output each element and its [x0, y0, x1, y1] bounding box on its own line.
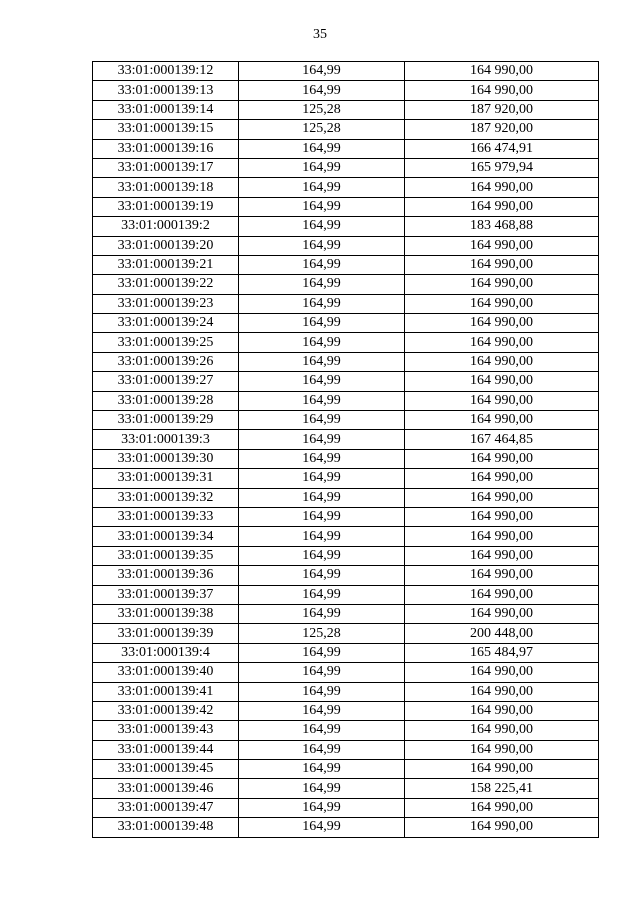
- area-cell: 164,99: [239, 469, 405, 488]
- value-cell: 183 468,88: [405, 217, 599, 236]
- value-cell: 164 990,00: [405, 798, 599, 817]
- value-cell: 167 464,85: [405, 430, 599, 449]
- table-row: [93, 818, 599, 837]
- area-cell: 164,99: [239, 178, 405, 197]
- area-cell: 164,99: [239, 585, 405, 604]
- value-cell: 164 990,00: [405, 197, 599, 216]
- area-cell: 164,99: [239, 62, 405, 81]
- area-cell: 164,99: [239, 488, 405, 507]
- table-row: [93, 314, 599, 333]
- table-row: [93, 62, 599, 81]
- cadastral-number-cell: 33:01:000139:32: [93, 488, 239, 507]
- area-cell: 125,28: [239, 624, 405, 643]
- value-cell: 164 990,00: [405, 663, 599, 682]
- table-row: [93, 760, 599, 779]
- value-cell: 187 920,00: [405, 100, 599, 119]
- value-cell: 164 990,00: [405, 740, 599, 759]
- cadastral-number-cell: 33:01:000139:46: [93, 779, 239, 798]
- cadastral-number-cell: 33:01:000139:4: [93, 643, 239, 662]
- area-cell: 125,28: [239, 100, 405, 119]
- table-row: [93, 120, 599, 139]
- area-cell: 164,99: [239, 391, 405, 410]
- value-cell: 164 990,00: [405, 314, 599, 333]
- cadastral-number-cell: 33:01:000139:45: [93, 760, 239, 779]
- table-row: [93, 352, 599, 371]
- value-cell: 164 990,00: [405, 701, 599, 720]
- value-cell: 164 990,00: [405, 469, 599, 488]
- area-cell: 164,99: [239, 139, 405, 158]
- cadastral-number-cell: 33:01:000139:42: [93, 701, 239, 720]
- cadastral-number-cell: 33:01:000139:36: [93, 566, 239, 585]
- value-cell: 164 990,00: [405, 546, 599, 565]
- area-cell: 164,99: [239, 740, 405, 759]
- area-cell: 164,99: [239, 294, 405, 313]
- table-row: [93, 100, 599, 119]
- table-row: [93, 566, 599, 585]
- table-row: [93, 449, 599, 468]
- cadastral-number-cell: 33:01:000139:48: [93, 818, 239, 837]
- area-cell: 164,99: [239, 779, 405, 798]
- cadastral-number-cell: 33:01:000139:23: [93, 294, 239, 313]
- table-row: [93, 663, 599, 682]
- cadastral-number-cell: 33:01:000139:38: [93, 604, 239, 623]
- cadastral-number-cell: 33:01:000139:26: [93, 352, 239, 371]
- value-cell: 164 990,00: [405, 81, 599, 100]
- value-cell: 164 990,00: [405, 507, 599, 526]
- cadastral-table: [92, 61, 599, 838]
- table-row: [93, 488, 599, 507]
- value-cell: 164 990,00: [405, 352, 599, 371]
- cadastral-number-cell: 33:01:000139:24: [93, 314, 239, 333]
- table-row: [93, 391, 599, 410]
- cadastral-number-cell: 33:01:000139:47: [93, 798, 239, 817]
- table-row: [93, 604, 599, 623]
- value-cell: 164 990,00: [405, 449, 599, 468]
- table-row: [93, 585, 599, 604]
- table-row: [93, 682, 599, 701]
- cadastral-number-cell: 33:01:000139:37: [93, 585, 239, 604]
- value-cell: 164 990,00: [405, 585, 599, 604]
- table-row: [93, 779, 599, 798]
- table-row: [93, 372, 599, 391]
- cadastral-number-cell: 33:01:000139:2: [93, 217, 239, 236]
- table-row: [93, 546, 599, 565]
- value-cell: 164 990,00: [405, 372, 599, 391]
- cadastral-number-cell: 33:01:000139:13: [93, 81, 239, 100]
- cadastral-number-cell: 33:01:000139:19: [93, 197, 239, 216]
- cadastral-number-cell: 33:01:000139:30: [93, 449, 239, 468]
- table-row: [93, 507, 599, 526]
- value-cell: 164 990,00: [405, 411, 599, 430]
- value-cell: 166 474,91: [405, 139, 599, 158]
- cadastral-number-cell: 33:01:000139:44: [93, 740, 239, 759]
- table-row: [93, 178, 599, 197]
- table-row: [93, 217, 599, 236]
- value-cell: 187 920,00: [405, 120, 599, 139]
- cadastral-number-cell: 33:01:000139:25: [93, 333, 239, 352]
- area-cell: 164,99: [239, 217, 405, 236]
- cadastral-number-cell: 33:01:000139:28: [93, 391, 239, 410]
- area-cell: 164,99: [239, 546, 405, 565]
- cadastral-number-cell: 33:01:000139:31: [93, 469, 239, 488]
- table-row: [93, 197, 599, 216]
- table-row: [93, 701, 599, 720]
- table-row: [93, 721, 599, 740]
- table-row: [93, 275, 599, 294]
- value-cell: 165 979,94: [405, 158, 599, 177]
- table-row: [93, 411, 599, 430]
- cadastral-number-cell: 33:01:000139:14: [93, 100, 239, 119]
- value-cell: 164 990,00: [405, 566, 599, 585]
- area-cell: 164,99: [239, 314, 405, 333]
- table-row: [93, 236, 599, 255]
- area-cell: 164,99: [239, 81, 405, 100]
- table-row: [93, 158, 599, 177]
- value-cell: 164 990,00: [405, 236, 599, 255]
- cadastral-number-cell: 33:01:000139:18: [93, 178, 239, 197]
- cadastral-number-cell: 33:01:000139:27: [93, 372, 239, 391]
- area-cell: 164,99: [239, 721, 405, 740]
- area-cell: 164,99: [239, 527, 405, 546]
- cadastral-number-cell: 33:01:000139:3: [93, 430, 239, 449]
- value-cell: 164 990,00: [405, 294, 599, 313]
- value-cell: 164 990,00: [405, 604, 599, 623]
- cadastral-number-cell: 33:01:000139:17: [93, 158, 239, 177]
- cadastral-number-cell: 33:01:000139:43: [93, 721, 239, 740]
- table-body: [93, 62, 599, 838]
- cadastral-number-cell: 33:01:000139:22: [93, 275, 239, 294]
- area-cell: 164,99: [239, 411, 405, 430]
- table-row: [93, 469, 599, 488]
- area-cell: 164,99: [239, 158, 405, 177]
- cadastral-number-cell: 33:01:000139:34: [93, 527, 239, 546]
- value-cell: 164 990,00: [405, 721, 599, 740]
- cadastral-number-cell: 33:01:000139:33: [93, 507, 239, 526]
- cadastral-number-cell: 33:01:000139:12: [93, 62, 239, 81]
- table-row: [93, 333, 599, 352]
- table-row: [93, 81, 599, 100]
- cadastral-number-cell: 33:01:000139:16: [93, 139, 239, 158]
- area-cell: 164,99: [239, 275, 405, 294]
- area-cell: 164,99: [239, 818, 405, 837]
- area-cell: 164,99: [239, 798, 405, 817]
- area-cell: 164,99: [239, 701, 405, 720]
- cadastral-number-cell: 33:01:000139:21: [93, 255, 239, 274]
- table-row: [93, 527, 599, 546]
- table-row: [93, 294, 599, 313]
- area-cell: 164,99: [239, 566, 405, 585]
- area-cell: 125,28: [239, 120, 405, 139]
- page-number: 35: [313, 27, 327, 42]
- area-cell: 164,99: [239, 507, 405, 526]
- value-cell: 200 448,00: [405, 624, 599, 643]
- value-cell: 164 990,00: [405, 391, 599, 410]
- table-row: [93, 740, 599, 759]
- table-row: [93, 798, 599, 817]
- value-cell: 164 990,00: [405, 682, 599, 701]
- value-cell: 164 990,00: [405, 178, 599, 197]
- cadastral-number-cell: 33:01:000139:15: [93, 120, 239, 139]
- value-cell: 164 990,00: [405, 488, 599, 507]
- cadastral-number-cell: 33:01:000139:40: [93, 663, 239, 682]
- value-cell: 158 225,41: [405, 779, 599, 798]
- table-row: [93, 643, 599, 662]
- area-cell: 164,99: [239, 760, 405, 779]
- value-cell: 164 990,00: [405, 62, 599, 81]
- area-cell: 164,99: [239, 663, 405, 682]
- cadastral-number-cell: 33:01:000139:35: [93, 546, 239, 565]
- area-cell: 164,99: [239, 236, 405, 255]
- cadastral-number-cell: 33:01:000139:29: [93, 411, 239, 430]
- value-cell: 164 990,00: [405, 333, 599, 352]
- area-cell: 164,99: [239, 352, 405, 371]
- cadastral-number-cell: 33:01:000139:39: [93, 624, 239, 643]
- area-cell: 164,99: [239, 255, 405, 274]
- area-cell: 164,99: [239, 333, 405, 352]
- area-cell: 164,99: [239, 643, 405, 662]
- area-cell: 164,99: [239, 604, 405, 623]
- cadastral-number-cell: 33:01:000139:20: [93, 236, 239, 255]
- area-cell: 164,99: [239, 682, 405, 701]
- area-cell: 164,99: [239, 449, 405, 468]
- table-row: [93, 255, 599, 274]
- value-cell: 164 990,00: [405, 818, 599, 837]
- value-cell: 164 990,00: [405, 255, 599, 274]
- table-row: [93, 139, 599, 158]
- area-cell: 164,99: [239, 430, 405, 449]
- area-cell: 164,99: [239, 197, 405, 216]
- value-cell: 165 484,97: [405, 643, 599, 662]
- value-cell: 164 990,00: [405, 527, 599, 546]
- table-row: [93, 624, 599, 643]
- value-cell: 164 990,00: [405, 760, 599, 779]
- value-cell: 164 990,00: [405, 275, 599, 294]
- area-cell: 164,99: [239, 372, 405, 391]
- cadastral-number-cell: 33:01:000139:41: [93, 682, 239, 701]
- table-row: [93, 430, 599, 449]
